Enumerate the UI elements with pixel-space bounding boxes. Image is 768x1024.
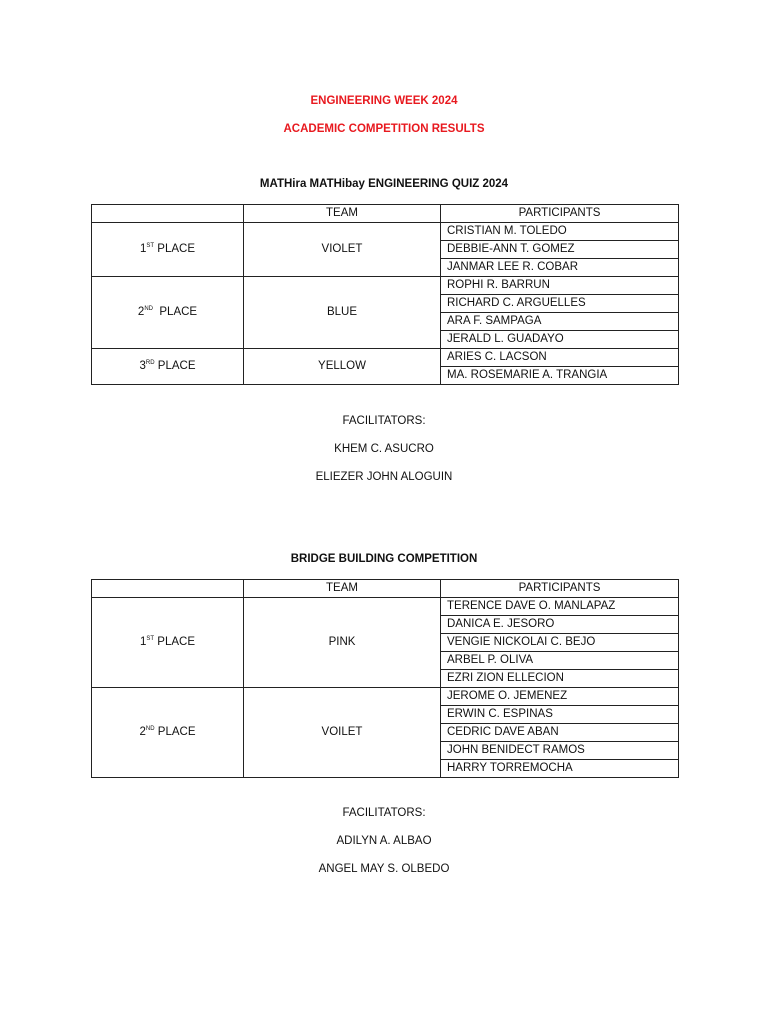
place-number: 2 (137, 306, 145, 318)
place-cell (92, 277, 244, 349)
participant-cell: MA. ROSEMARIE A. TRANGIA (441, 367, 679, 385)
table-row (92, 349, 679, 367)
header-team: TEAM (244, 205, 441, 223)
place-number: 2 (139, 726, 146, 738)
bridge-facilitator-name: ADILYN A. ALBAO (336, 835, 432, 847)
participant-cell: JANMAR LEE R. COBAR (441, 259, 679, 277)
place-suffix: ND (145, 726, 155, 732)
table-row (92, 223, 679, 241)
place-suffix: RD (145, 360, 155, 366)
place-number: 1 (140, 636, 147, 648)
place-cell (92, 223, 244, 277)
bridge-facilitators-label: FACILITATORS: (342, 807, 426, 819)
team-cell: BLUE (244, 277, 441, 349)
participant-cell: ROPHI R. BARRUN (441, 277, 679, 295)
participant-cell: TERENCE DAVE O. MANLAPAZ (441, 598, 679, 616)
place-suffix: ST (146, 243, 155, 249)
bridge-facilitator-name: ANGEL MAY S. OLBEDO (318, 863, 450, 875)
participant-cell: CEDRIC DAVE ABAN (441, 724, 679, 742)
participant-cell: ARA F. SAMPAGA (441, 313, 679, 331)
place-number: 3 (139, 360, 146, 372)
participant-cell: DANICA E. JESORO (441, 616, 679, 634)
table-row (92, 598, 679, 616)
participant-cell: VENGIE NICKOLAI C. BEJO (441, 634, 679, 652)
place-label: PLACE (154, 636, 195, 648)
table-row (92, 688, 679, 706)
table-header-row (92, 205, 679, 223)
quiz-facilitators-label: FACILITATORS: (342, 415, 426, 427)
team-cell: YELLOW (244, 349, 441, 385)
place-label: PLACE (154, 360, 196, 372)
participant-cell: ARBEL P. OLIVA (441, 652, 679, 670)
document-title: ENGINEERING WEEK 2024 (310, 95, 458, 107)
participant-cell: CRISTIAN M. TOLEDO (441, 223, 679, 241)
header-team: TEAM (244, 580, 441, 598)
quiz-facilitator-name: KHEM C. ASUCRO (334, 443, 434, 455)
team-cell: PINK (244, 598, 441, 688)
place-cell (92, 688, 244, 778)
participant-cell: ARIES C. LACSON (441, 349, 679, 367)
participant-cell: DEBBIE-ANN T. GOMEZ (441, 241, 679, 259)
place-cell (92, 349, 244, 385)
participant-cell: EZRI ZION ELLECION (441, 670, 679, 688)
bridge-title: BRIDGE BUILDING COMPETITION (290, 553, 478, 565)
header-empty-cell (92, 205, 244, 223)
quiz-results-table (91, 204, 679, 385)
place-label: PLACE (152, 306, 198, 318)
participant-cell: HARRY TORREMOCHA (441, 760, 679, 778)
quiz-facilitator-name: ELIEZER JOHN ALOGUIN (315, 471, 453, 483)
participant-cell: RICHARD C. ARGUELLES (441, 295, 679, 313)
quiz-title: MATHira MATHibay ENGINEERING QUIZ 2024 (259, 178, 509, 190)
team-cell: VIOLET (244, 223, 441, 277)
participant-cell: JEROME O. JEMENEZ (441, 688, 679, 706)
header-participants: PARTICIPANTS (441, 205, 679, 223)
place-label: PLACE (154, 243, 195, 255)
place-cell (92, 598, 244, 688)
place-label: PLACE (154, 726, 196, 738)
document-subtitle: ACADEMIC COMPETITION RESULTS (283, 123, 485, 135)
participant-cell: JERALD L. GUADAYO (441, 331, 679, 349)
place-suffix: ST (146, 636, 155, 642)
place-suffix: ND (144, 306, 153, 312)
participant-cell: ERWIN C. ESPINAS (441, 706, 679, 724)
header-empty-cell (92, 580, 244, 598)
table-row (92, 277, 679, 295)
place-number: 1 (140, 243, 147, 255)
bridge-results-table (91, 579, 679, 778)
header-participants: PARTICIPANTS (441, 580, 679, 598)
participant-cell: JOHN BENIDECT RAMOS (441, 742, 679, 760)
table-header-row (92, 580, 679, 598)
team-cell: VOILET (244, 688, 441, 778)
